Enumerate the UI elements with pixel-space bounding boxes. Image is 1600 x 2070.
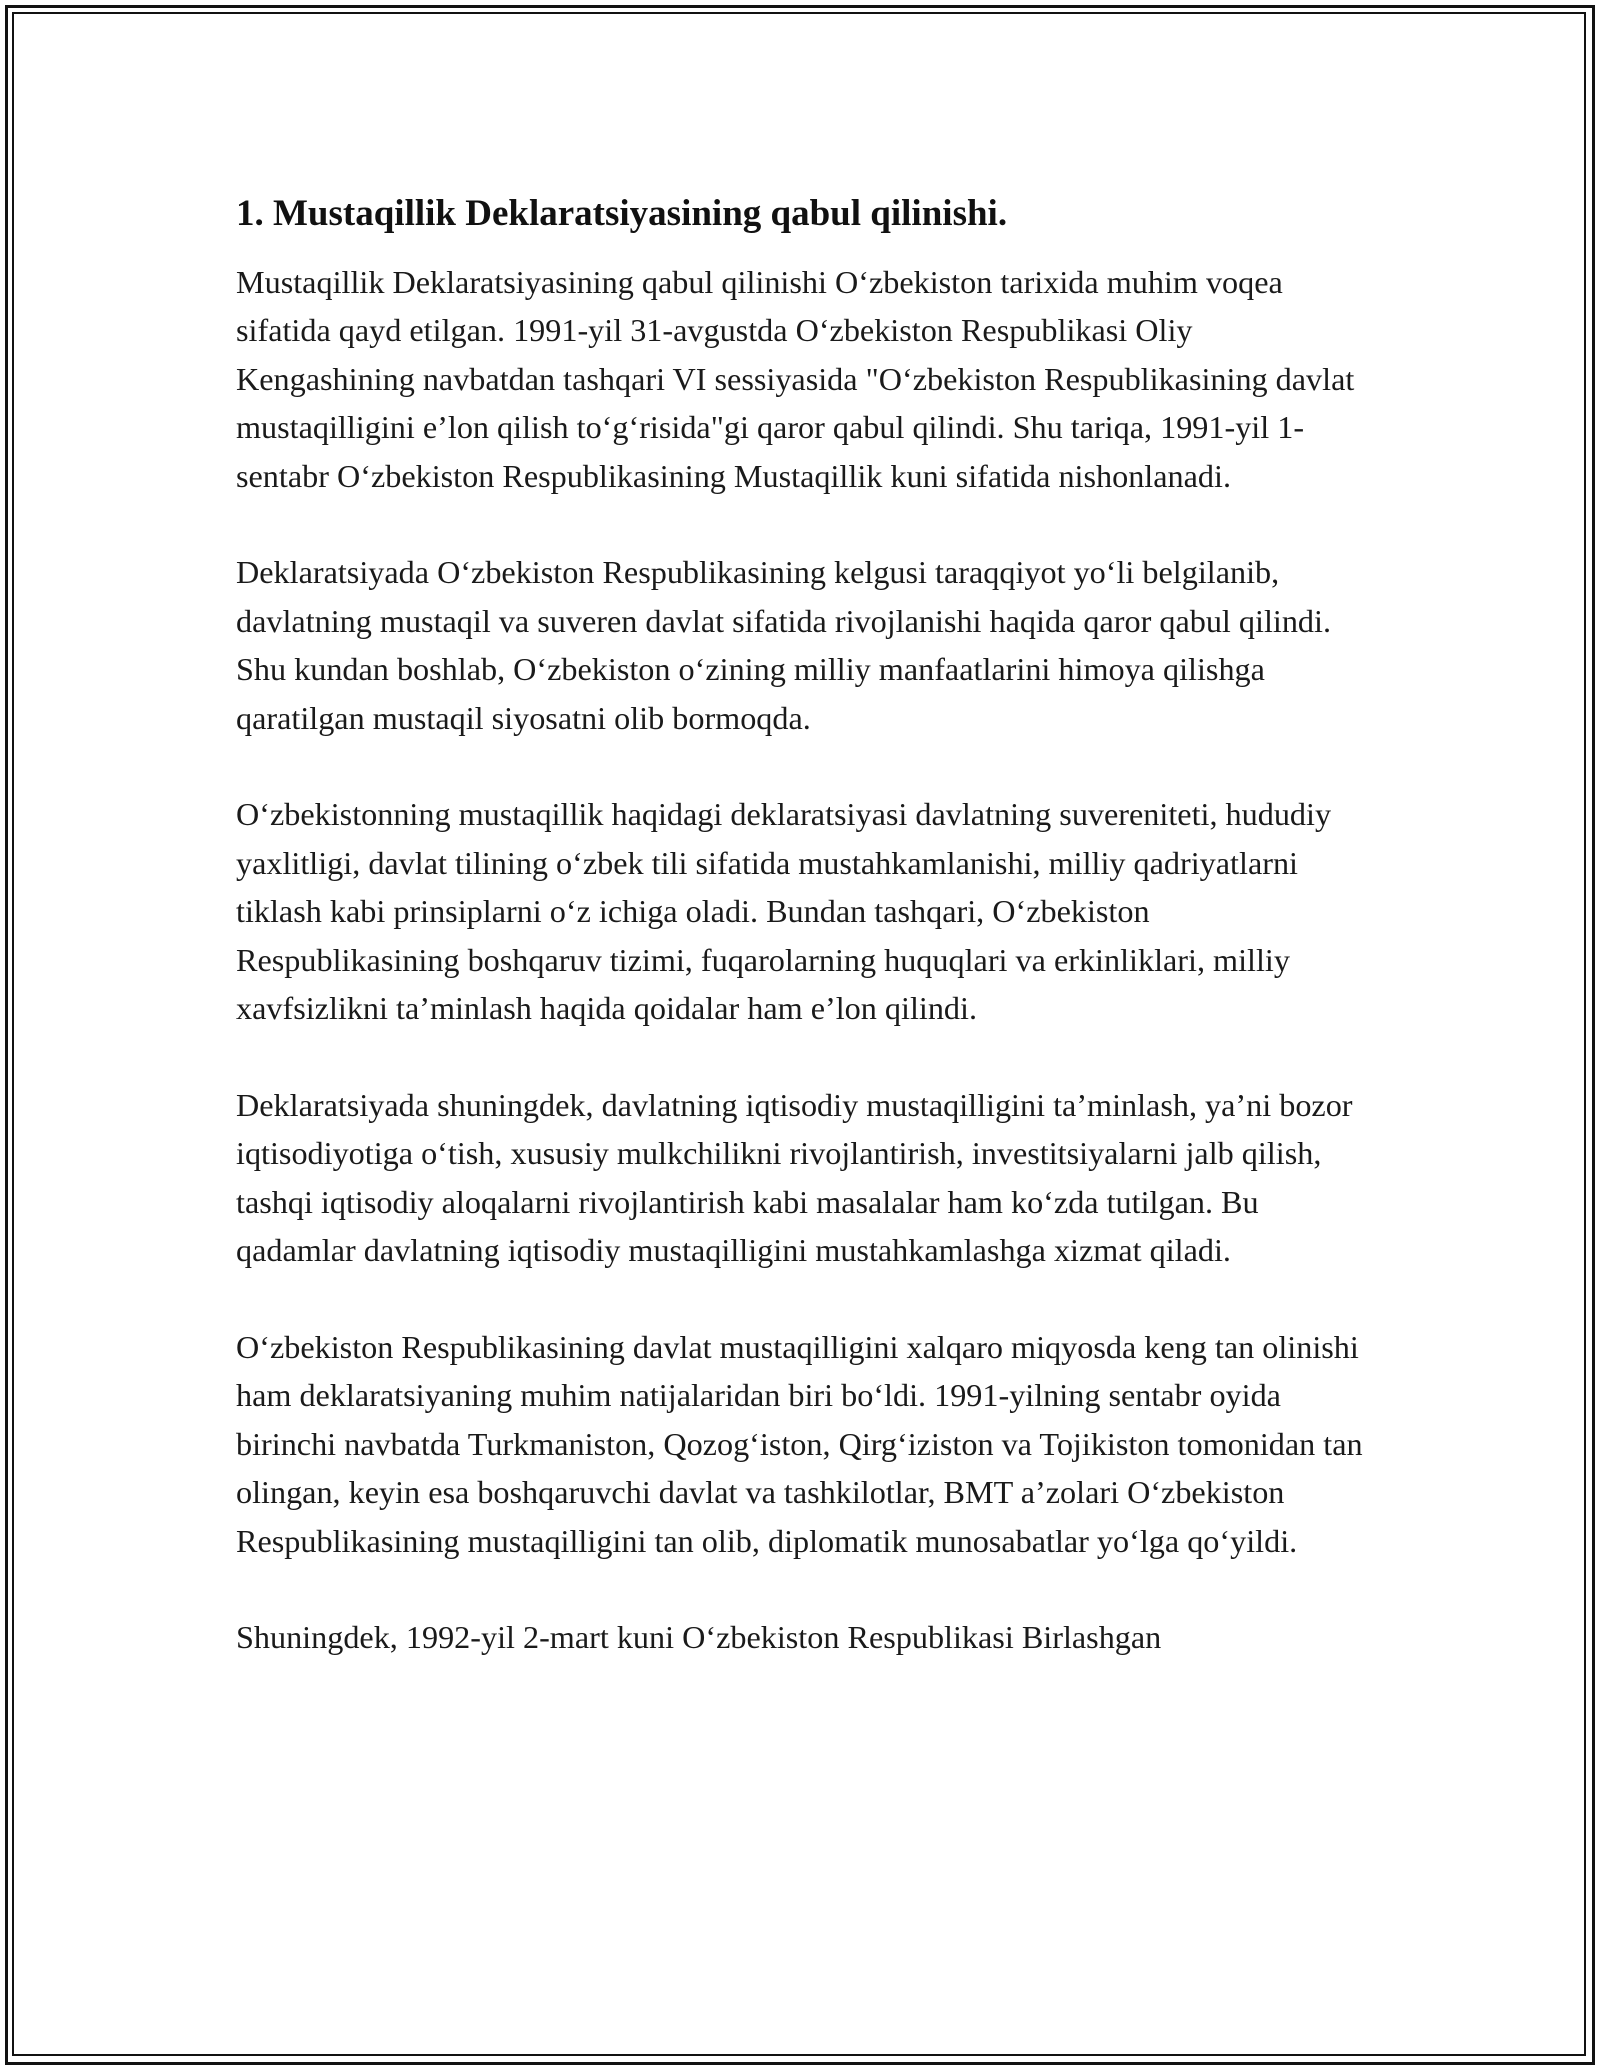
document-body bbox=[236, 190, 1366, 1710]
section-heading: 1. Mustaqillik Deklaratsiyasining qabul qilinishi. bbox=[236, 193, 1008, 234]
paragraph-2: Deklaratsiyada O‘zbekiston Respublikasining kelgusi taraqqiyot yo‘li belgilanib, davlatning mustaqil va suveren davlat sifatida rivojlanishi haqida qaror qabul qilindi. Shu kundan boshlab, O‘zbekiston o‘zining milliy manfaatlarini himoya qilishga qaratilgan mustaqil siyosatni olib bormoqda. bbox=[236, 554, 1332, 736]
paragraph-4: Deklaratsiyada shuningdek, davlatning iqtisodiy mustaqilligini ta’minlash, ya’ni bozor iqtisodiyotiga o‘tish, xususiy mulkchilikni rivojlantirish, investitsiyalarni jalb qilish, tashqi iqtisodiy aloqalarni rivojlantirish kabi masalalar ham ko‘zda tutilgan. Bu qadamlar davlatning iqtisodiy mustaqilligini mustahkamlashga xizmat qiladi. bbox=[236, 1086, 1353, 1269]
paragraph-6: Shuningdek, 1992-yil 2-mart kuni O‘zbekiston Respublikasi Birlashgan bbox=[236, 1619, 1162, 1656]
paragraph-1: Mustaqillik Deklaratsiyasining qabul qilinishi O‘zbekiston tarixida muhim voqea sifatida qayd etilgan. 1991-yil 31-avgustda O‘zbekiston Respublikasi Oliy Kengashining navbatdan tashqari VI sessiyasida "O‘zbekiston Respublikasining davlat mustaqilligini e’lon qilish to‘g‘risida"gi qaror qabul qilindi. Shu tariqa, 1991-yil 1-sentabr O‘zbekiston Respublikasining Mustaqillik kuni sifatida nishonlanadi. bbox=[236, 264, 1355, 494]
paragraph-3: O‘zbekistonning mustaqillik haqidagi deklaratsiyasi davlatning suvereniteti, hududiy yaxlitligi, davlat tilining o‘zbek tili sifatida mustahkamlanishi, milliy qadriyatlarni tiklash kabi prinsiplarni o‘z ichiga oladi. Bundan tashqari, O‘zbekiston Respublikasining boshqaruv tizimi, fuqarolarning huquqlari va erkinliklari, milliy xavfsizlikni ta’minlash haqida qoidalar ham e’lon qilindi. bbox=[236, 796, 1332, 1027]
paragraph-5: O‘zbekiston Respublikasining davlat mustaqilligini xalqaro miqyosda keng tan olinishi ham deklaratsiyaning muhim natijalaridan biri bo‘ldi. 1991-yilning sentabr oyida birinchi navbatda Turkmaniston, Qozog‘iston, Qirg‘iziston va Tojikiston tomonidan tan olingan, keyin esa boshqaruvchi davlat va tashkilotlar, BMT a’zolari O‘zbekiston Respublikasining mustaqilligini tan olib, diplomatik munosabatlar yo‘lga qo‘yildi. bbox=[236, 1328, 1363, 1559]
